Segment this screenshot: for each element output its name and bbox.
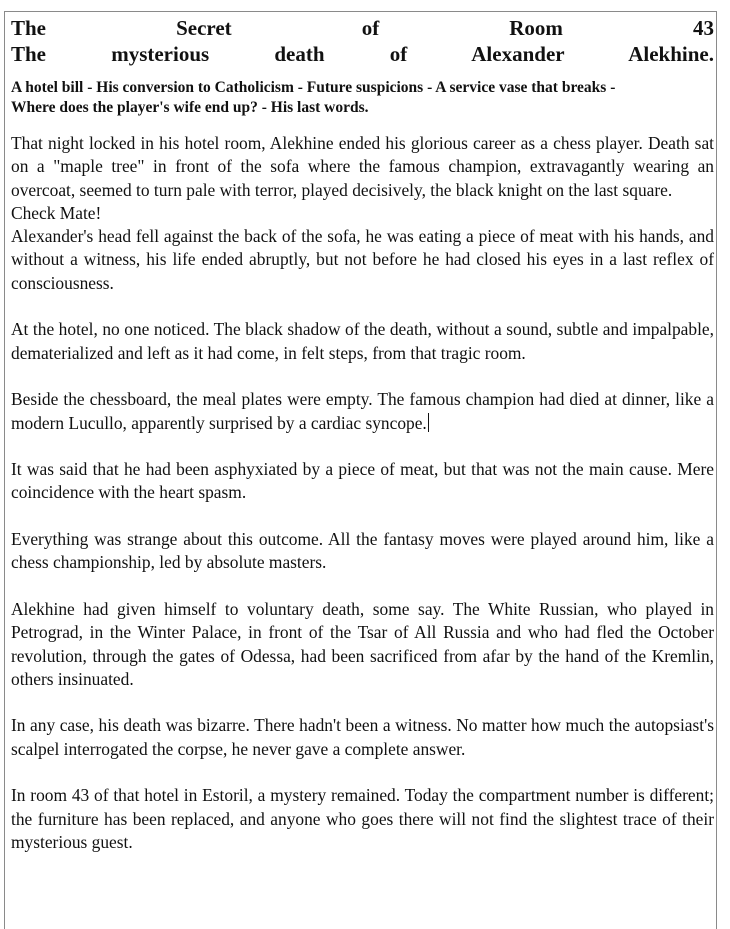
document-content — [11, 15, 714, 878]
paragraph-10: In room 43 of that hotel in Estoril, a mystery remained. Today the compartment number is different; the furniture has been replaced, and anyone who goes there will not find the slightest trace of their mysterious guest. — [11, 785, 714, 852]
paragraph-6: It was said that he had been asphyxiated by a piece of meat, but that was not the main cause. Mere coincidence with the heart spasm. — [11, 459, 714, 503]
paragraph-8: Alekhine had given himself to voluntary death, some say. The White Russian, who played in Petrograd, in the Winter Palace, in front of the Tsar of All Russia and who had fled the October revolution, through the gates of Odessa, had been sacrificed from afar by the hand of the Kremlin, others insinuated. — [11, 598, 714, 689]
title-line-1: The Secret of Room 43 — [11, 16, 714, 40]
paragraph-7: Everything was strange about this outcome. All the fantasy moves were played around him, like a chess championship, led by absolute masters. — [11, 529, 714, 573]
title-line-2: The mysterious death of Alexander Alekhine. — [11, 42, 714, 66]
subtitle-line-2: Where does the player's wife end up? - His last words. — [11, 99, 369, 116]
text-cursor — [428, 413, 429, 432]
subtitle-line-1: A hotel bill - His conversion to Catholicism - Future suspicions - A service vase that breaks - — [11, 79, 616, 96]
paragraph-1: That night locked in his hotel room, Alekhine ended his glorious career as a chess player. Death sat on a "maple tree" in front of the sofa where the famous champion, extravagantly wearing an overcoat, seemed to turn pale with terror, played decisively, the black knight on the last square. — [11, 133, 714, 200]
paragraph-9: In any case, his death was bizarre. There hadn't been a witness. No matter how much the autopsiast's scalpel interrogated the corpse, he never gave a complete answer. — [11, 715, 714, 759]
document-body[interactable] — [11, 132, 714, 854]
subtitle — [11, 78, 714, 118]
paragraph-5-text: Beside the chessboard, the meal plates were empty. The famous champion had died at dinner, like a modern Lucullo, apparently surprised by a cardiac syncope. — [11, 389, 714, 433]
document-page[interactable] — [4, 11, 717, 929]
paragraph-2: Check Mate! — [11, 202, 102, 223]
paragraph-4: At the hotel, no one noticed. The black shadow of the death, without a sound, subtle and impalpable, dematerialized and left as it had come, in felt steps, from that tragic room. — [11, 319, 714, 363]
paragraph-3: Alexander's head fell against the back of the sofa, he was eating a piece of meat with his hands, and without a witness, his life ended abruptly, but not before he had closed his eyes in a last reflex of consciousness. — [11, 226, 714, 293]
paragraph-5 — [11, 388, 714, 435]
